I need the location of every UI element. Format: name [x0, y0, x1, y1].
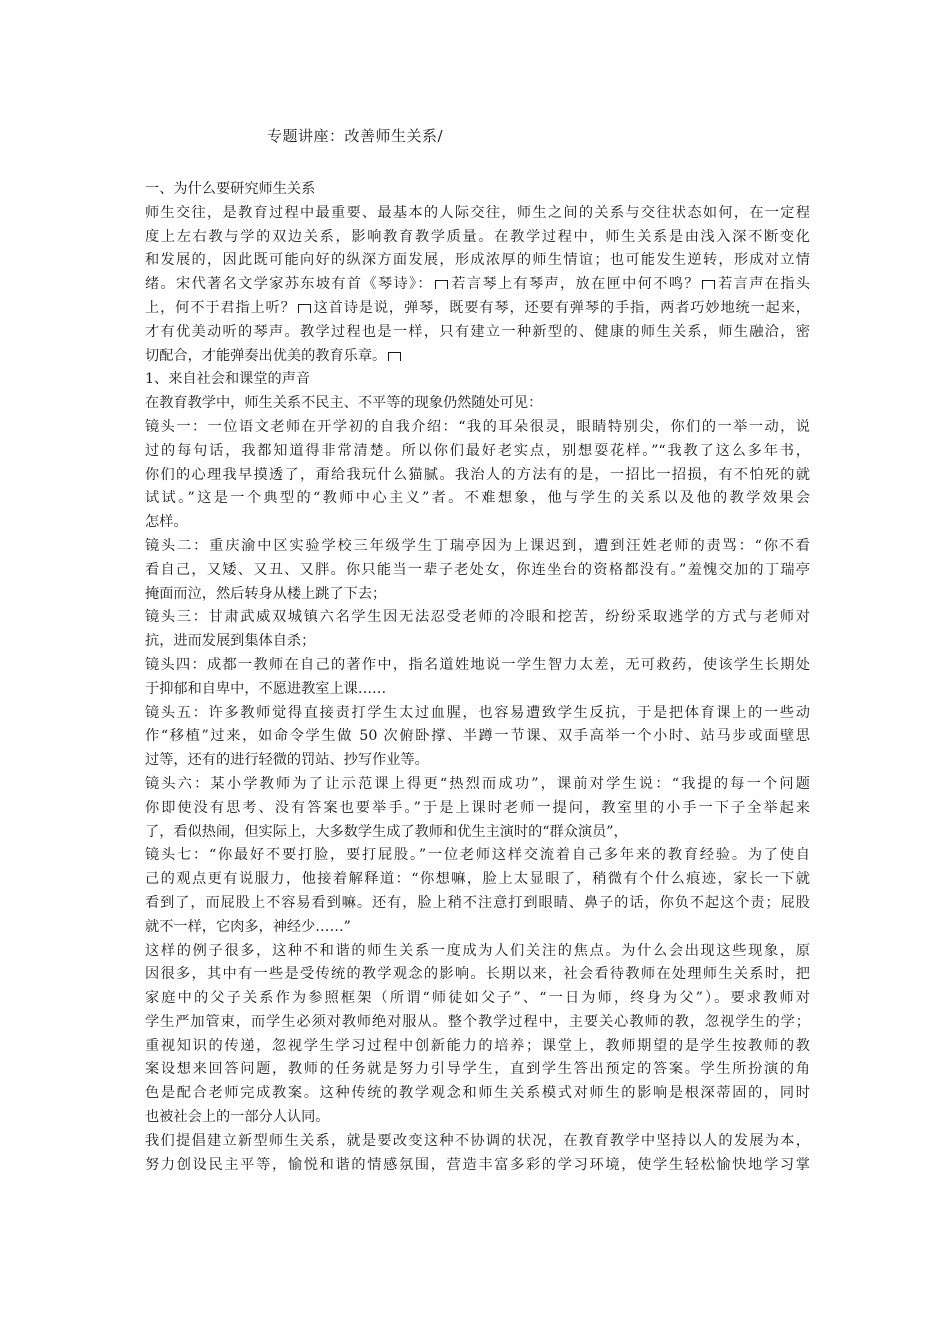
scene-seven-line: 看到了，而屁股上不容易看到嘛。还有，脸上稍不注意打到眼睛、鼻子的话，你负不起这个责；屁股 — [145, 894, 810, 911]
document-page — [145, 126, 810, 1177]
quote-mark-icon — [388, 352, 401, 361]
scene-six-line: 了，看似热闹，但实际上，大多数学生成了教师和优生主演时的“群众演员”， — [145, 823, 628, 840]
scene-seven-line: 就不一样，它肉多，神经少……” — [145, 918, 351, 935]
scene-two-line: 镜头二：重庆渝中区实验学校三年级学生丁瑞亭因为上课迟到，遭到汪姓老师的责骂：“你不看 — [145, 537, 810, 554]
document-title: 专题讲座：改善师生关系/ — [267, 127, 444, 145]
scene-five-line: 过等，还有的进行轻微的罚站、抄写作业等。 — [145, 752, 429, 769]
poem-line-2b: 上，何不于君指上听？ — [145, 299, 296, 316]
paragraph-line: 重视知识的传递，忽视学生学习过程中创新能力的培养；课堂上，教师期望的是学生按教师的教 — [145, 1037, 810, 1054]
poem-line-1: 若言琴上有琴声，放在匣中何不鸣？ — [449, 276, 700, 293]
scene-three-line: 抗，进而发展到集体自杀； — [145, 633, 316, 650]
scene-one-line: 你们的心理我早摸透了，甭给我玩什么猫腻。我治人的方法有的是，一招比一招损，有不怕死的就 — [145, 466, 810, 483]
scene-one-line: 过的每句话，我都知道得非常清楚。所以你们最好老实点，别想耍花样。”“我教了这么多年书， — [145, 442, 810, 459]
scene-three-line: 镜头三：甘肃武威双城镇六名学生因无法忍受老师的冷眼和挖苦，纷纷采取逃学的方式与老师对 — [145, 609, 810, 626]
scene-two-line: 看自己，又矮、又丑、又胖。你只能当一辈子老处女，你连坐台的资格都没有。”羞愧交加的丁瑞亭 — [145, 561, 810, 578]
scene-six-line: 你即使没有思考、没有答案也要举手。”于是上课时老师一提问，教室里的小手一下子全举起来 — [145, 799, 810, 816]
paragraph-line: 我们提倡建立新型师生关系，就是要改变这种不协调的状况，在教育教学中坚持以人的发展为本， — [145, 1132, 810, 1149]
paragraph-line: 这样的例子很多，这种不和谐的师生关系一度成为人们关注的焦点。为什么会出现这些现象，原 — [145, 942, 810, 959]
paragraph-line: 度上左右教与学的双边关系，影响教育教学质量。在教学过程中，师生关系是由浅入深不断变化 — [145, 228, 810, 245]
paragraph-line: 案设想来回答问题，教师的任务就是努力引导学生，直到学生答出预定的答案。学生所扮演的角 — [145, 1061, 810, 1078]
paragraph-line: 色是配合老师完成教案。这种传统的教学观念和师生关系模式对师生的影响是根深蒂固的，同时 — [145, 1085, 810, 1102]
paragraph-line: 在教育教学中，师生关系不民主、不平等的现象仍然随处可见： — [145, 395, 543, 412]
quote-mark-icon — [298, 304, 311, 313]
section-heading: 1、来自社会和课堂的声音 — [145, 371, 311, 388]
quote-mark-icon — [702, 280, 715, 289]
quote-mark-icon — [435, 280, 448, 289]
paragraph-line: 和发展的，因此既可能向好的纵深方面发展，形成浓厚的师生情谊；也可能发生逆转，形成对立情 — [145, 252, 810, 269]
paragraph-line: 家庭中的父子关系作为参照框架（所谓“师徒如父子”、“一日为师，终身为父”）。要求教师对 — [145, 990, 810, 1007]
paragraph-line: 才有优美动听的琴声。教学过程也是一样，只有建立一种新型的、健康的师生关系，师生融洽，密 — [145, 323, 810, 340]
scene-six-line: 镜头六：某小学教师为了让示范课上得更“热烈而成功”，课前对学生说：“我提的每一个问题 — [145, 775, 810, 792]
paragraph-line: 因很多，其中有一些是受传统的教学观念的影响。长期以来，社会看待教师在处理师生关系时，把 — [145, 966, 810, 983]
poem-intro-text: 绪。宋代著名文学家苏东坡有首《琴诗》： — [145, 276, 433, 293]
scene-four-line: 镜头四：成都一教师在自己的著作中，指名道姓地说一学生智力太差，无可救药，使该学生长期处 — [145, 656, 810, 673]
scene-five-line: 镜头五：许多教师觉得直接责打学生太过血腥，也容易遭致学生反抗，于是把体育课上的一些动 — [145, 704, 810, 721]
scene-four-line: 于抑郁和自卑中，不愿进教室上课…… — [145, 680, 387, 697]
paragraph-line: 努力创设民主平等，愉悦和谐的情感氛围，营造丰富多彩的学习环境，使学生轻松愉快地学习掌 — [145, 1156, 810, 1173]
section-heading: 一、为什么要研究师生关系 — [145, 181, 316, 197]
scene-one-line: 试试。”这是一个典型的“教师中心主义”者。不难想象，他与学生的关系以及他的教学效果会 — [145, 490, 810, 507]
poem-explanation-text: 这首诗是说，弹琴，既要有琴，还要有弹琴的手指，两者巧妙地统一起来， — [312, 299, 810, 316]
paragraph-line — [145, 345, 810, 369]
scene-seven-line: 己的观点更有说服力，他接着解释道：“你想嘛，脸上太显眼了，稍微有个什么痕迹，家长一下就 — [145, 871, 810, 888]
paragraph-line: 师生交往，是教育过程中最重要、最基本的人际交往，师生之间的关系与交往状态如何，在一定程 — [145, 204, 810, 221]
paragraph-end-text: 切配合，才能弹奏出优美的教育乐章。 — [145, 347, 387, 364]
scene-one-line: 怎样。 — [145, 514, 188, 531]
paragraph-line: 学生严加管束，而学生必须对教师绝对服从。整个教学过程中，主要关心教师的教，忽视学生的学； — [145, 1013, 810, 1030]
scene-seven-line: 镜头七：“你最好不要打脸，要打屁股。”一位老师这样交流着自己多年来的教育经验。为了使自 — [145, 847, 810, 864]
scene-two-line: 掩面而泣，然后转身从楼上跳了下去； — [145, 585, 387, 602]
scene-five-line: 作“移植”过来，如命令学生做 50 次俯卧撑、半蹲一节课、双手高举一个小时、站马步或面壁思 — [145, 728, 810, 745]
paragraph-line: 也被社会上的一部分人认同。 — [145, 1109, 330, 1126]
scene-one-line: 镜头一：一位语文老师在开学初的自我介绍：“我的耳朵很灵，眼睛特别尖，你们的一举一动，说 — [145, 418, 810, 435]
paragraph-line — [145, 273, 810, 297]
poem-line-2a: 若言声在指头 — [716, 276, 810, 293]
paragraph-line — [145, 297, 810, 321]
